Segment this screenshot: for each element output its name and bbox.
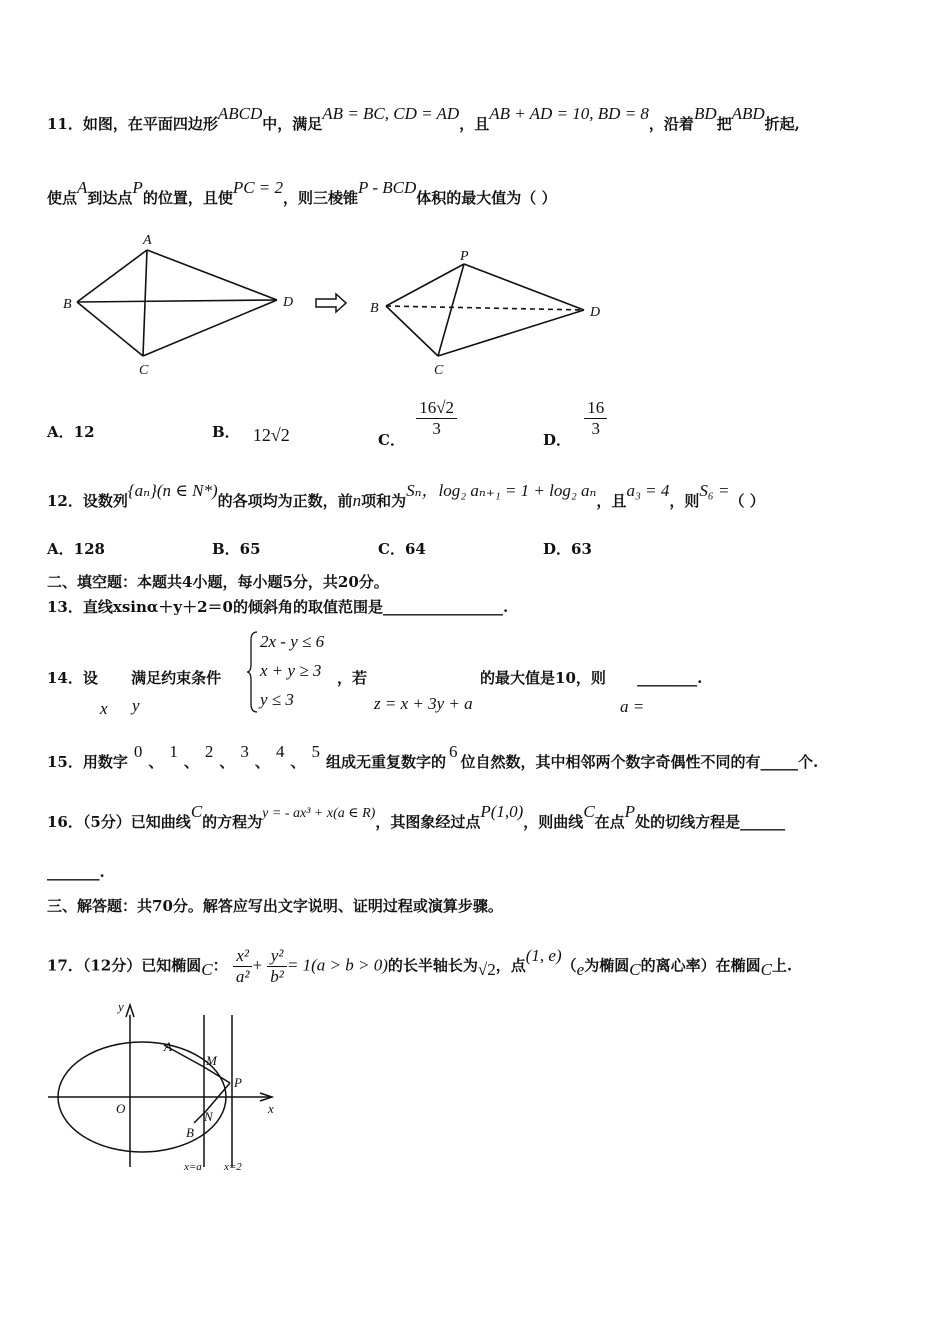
label-b: B [186, 1125, 194, 1140]
math-pbcd: P - BCD [358, 178, 417, 197]
edge-cd [143, 300, 277, 356]
edge-cd [438, 310, 584, 356]
math-cond1: AB = BC, CD = AD [322, 104, 460, 123]
q14-a-eq: a = [620, 697, 645, 716]
edge-bc [386, 306, 438, 356]
math-curve-eq: y = - ax³ + x(a ∈ R) [262, 806, 376, 821]
math-abcd: ABCD [217, 104, 263, 123]
edge-ab [77, 250, 147, 302]
q14-if: ，若 [337, 669, 368, 687]
q16-line: 16．（5分）已知曲线C的方程为y = - ax³ + x(a ∈ R)，其图象经过点P(1,0)，则曲线C在点P处的切线方程是______ [47, 802, 786, 831]
q12-line: 12．设数列{aₙ}(n ∈ N*)的各项均为正数，前n项和为Sₙ，log₂ aₙ₊₁ = 1 + log₂ aₙ，且a₃ = 4，则S₆ =（ ） [47, 481, 765, 510]
label-m: M [206, 1053, 217, 1068]
edge-pc [438, 264, 464, 356]
q15-line: 15．用数字0、1、2、3、4、5组成无重复数字的6位自然数，其中相邻两个数字奇偶性不同的有_____个. [47, 742, 819, 771]
math-pc: PC = 2 [232, 178, 284, 197]
edge-ad [147, 250, 277, 300]
edge-bd-dashed [386, 306, 584, 310]
q17-line: 17．（12分）已知椭圆C： $\frac{\text{x²}}{\text{a²}}$ + $\frac{\text{y²}}{\text{b²}}$ = 1(a > b > 0)的长半轴长为√2，点(1, e)（e为椭圆C的离心率）在椭圆C上. [47, 945, 793, 986]
math-cond2: AB + AD = 10, BD = 8 [489, 104, 649, 123]
label-o: O [116, 1101, 126, 1116]
q14-objective: z = x + 3y + a [374, 694, 473, 713]
q16-line2: _______. [47, 863, 105, 881]
label-d: D [283, 295, 294, 310]
q14-constraint-3: y ≤ 3 [260, 690, 294, 709]
label-b: B [63, 297, 72, 312]
q11-option-c: C． $\frac{16√2}{3}$ [378, 398, 457, 439]
math-sn: Sₙ [406, 481, 422, 500]
math-n: n [352, 491, 362, 510]
q11-option-a: A．12 [47, 423, 95, 441]
q14-brace [247, 630, 259, 714]
section-2-heading: 二、填空题：本题共4小题，每小题5分，共20分。 [47, 573, 389, 591]
math-p: P [132, 178, 143, 197]
math-s6: S₆ = [699, 481, 730, 500]
implies-arrow-icon [314, 292, 348, 314]
label-y: y [118, 999, 124, 1014]
label-n: N [204, 1109, 213, 1124]
q12-option-b: B．65 [212, 540, 261, 558]
q11-figure-left [55, 228, 315, 378]
math-seq: {aₙ} [127, 481, 157, 500]
edge-bc [77, 302, 143, 356]
label-c: C [139, 363, 149, 378]
edge-ac [143, 250, 147, 356]
q17-frac-x: $\frac{\text{x²}}{\text{a²}}$ [233, 946, 253, 987]
q11-option-c-fraction: $\frac{16√2}{3}$ [416, 398, 457, 439]
label-d: D [590, 305, 601, 320]
math-cond: (n ∈ N*) [156, 481, 218, 500]
q17-frac-y: $\frac{\text{y²}}{\text{b²}}$ [267, 946, 287, 987]
label-a: A [164, 1039, 172, 1054]
q11-option-b: B． 12√2 [212, 423, 290, 445]
label-p: P [460, 249, 469, 264]
q11-option-d-fraction: $\frac{16}{3}$ [584, 398, 607, 439]
segment-mp [204, 1067, 230, 1083]
q14-constraint-1: 2x - y ≤ 6 [260, 632, 325, 651]
q14-line: 14．设 满足约束条件 [47, 669, 222, 687]
q12-option-d: D．63 [543, 540, 592, 558]
q14-var-y: y [132, 696, 140, 715]
label-x: x [268, 1101, 274, 1116]
label-c: C [434, 363, 444, 378]
q11-option-d: D． $\frac{16}{3}$ [543, 398, 607, 439]
q12-option-c: C．64 [378, 540, 426, 558]
q17-figure-ellipse [42, 995, 292, 1180]
q14-constraint-2: x + y ≥ 3 [260, 661, 322, 680]
q12-option-a: A．128 [47, 540, 105, 558]
edge-pb [386, 264, 464, 306]
label-p: P [234, 1075, 242, 1090]
label-x2: x=2 [224, 1161, 242, 1173]
label-xa: x=a [184, 1161, 202, 1173]
label-a: A [143, 233, 152, 248]
math-a3: a₃ = 4 [626, 481, 670, 500]
math-a: A [77, 178, 88, 197]
math-log: ，log₂ aₙ₊₁ = 1 + log₂ aₙ [421, 481, 597, 500]
q11-line2: 使点A到达点P的位置，且使PC = 2，则三棱锥P - BCD体积的最大值为（ ） [47, 178, 557, 207]
q11-line1: 11．如图，在平面四边形ABCD中，满足AB = BC, CD = AD，且AB + AD = 10, BD = 8，沿着BD把ABD折起, [47, 104, 800, 133]
q11-figure-right [362, 248, 612, 380]
q14-max: 的最大值是10，则 ________. [480, 669, 703, 687]
edge-pd [464, 264, 584, 310]
q11-option-b-value: 12√2 [252, 425, 290, 445]
q13-line: 13．直线xsinα＋y＋2＝0的倾斜角的取值范围是________________. [47, 598, 509, 616]
math-abd: ABD [731, 104, 765, 123]
label-b: B [370, 301, 379, 316]
section-3-heading: 三、解答题：共70分。解答应写出文字说明、证明过程或演算步骤。 [47, 897, 503, 915]
q14-var-x: x [100, 699, 108, 718]
math-bd: BD [693, 104, 717, 123]
edge-bd [77, 300, 277, 302]
